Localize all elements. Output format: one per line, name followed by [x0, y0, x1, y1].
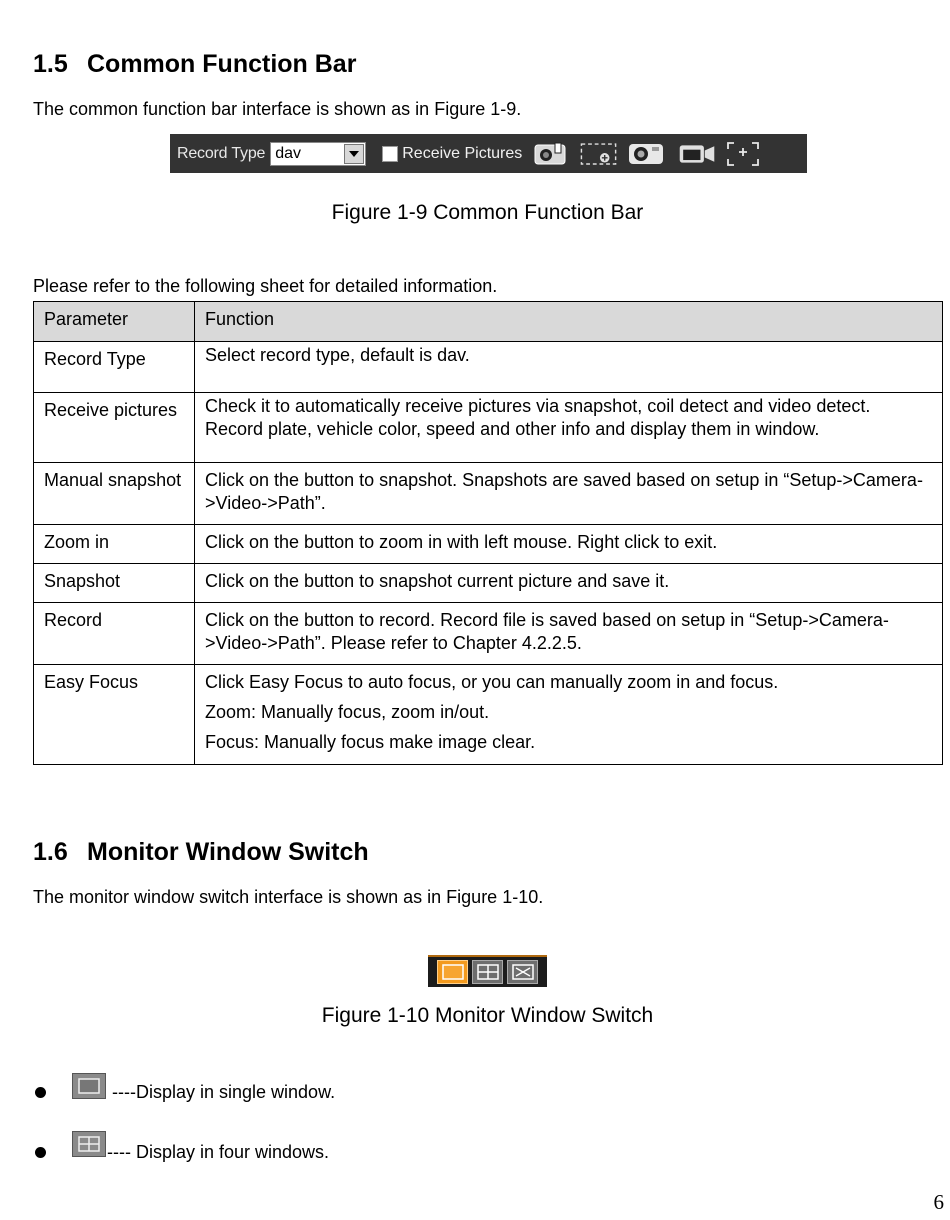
- monitor-window-switch-figure: [428, 955, 547, 987]
- bullet-text-four: ---- Display in four windows.: [107, 1142, 330, 1162]
- bullet-dot: [35, 1147, 46, 1158]
- section-heading-1-5: 1.5 Common Function Bar: [33, 50, 357, 78]
- param-cell: Record Type: [34, 342, 195, 393]
- manual-snapshot-button[interactable]: [532, 140, 570, 168]
- table-header-row: [34, 302, 943, 342]
- snapshot-button[interactable]: [628, 140, 666, 168]
- section-intro-1-6: The monitor window switch interface is shown as in Figure 1-10.: [33, 887, 544, 907]
- param-cell: Easy Focus: [34, 665, 195, 765]
- section-intro-1-5: The common function bar interface is shown as in Figure 1-9.: [33, 99, 522, 119]
- single-window-button[interactable]: [437, 960, 468, 984]
- easy-focus-button[interactable]: [724, 140, 762, 168]
- camera-icon: [628, 141, 666, 167]
- record-type-label: Record Type: [177, 144, 266, 162]
- param-cell: Snapshot: [34, 564, 195, 603]
- table-row: [34, 393, 943, 463]
- param-cell: Manual snapshot: [34, 463, 195, 525]
- page-number: 6: [933, 1190, 944, 1214]
- table-row: [34, 603, 943, 665]
- table-row: [34, 463, 943, 525]
- bullet-dot: [35, 1087, 46, 1098]
- header-function: Function: [195, 302, 943, 342]
- four-windows-icon: [476, 963, 500, 981]
- function-line: Zoom: Manually focus, zoom in/out.: [205, 702, 490, 722]
- function-line: Focus: Manually focus make image clear.: [205, 732, 536, 752]
- figure-caption-1-9: Figure 1-9 Common Function Bar: [331, 201, 644, 224]
- dropdown-button[interactable]: [344, 144, 364, 164]
- function-cell: Click on the button to snapshot. Snapshots are saved based on setup in “Setup->Camera->Video->Path”.: [195, 463, 943, 525]
- bullet-text-single: ----Display in single window.: [112, 1082, 336, 1102]
- function-cell: Select record type, default is dav.: [195, 342, 943, 393]
- figure-caption-1-10: Figure 1-10 Monitor Window Switch: [321, 1004, 654, 1027]
- fullscreen-button[interactable]: [507, 960, 538, 984]
- receive-pictures-checkbox[interactable]: [382, 146, 398, 162]
- focus-icon: [726, 141, 760, 167]
- parameter-table: [33, 301, 943, 765]
- four-windows-button[interactable]: [472, 960, 503, 984]
- table-row: [34, 665, 943, 765]
- receive-pictures-label: Receive Pictures: [402, 144, 523, 162]
- function-cell: Click on the button to zoom in with left mouse. Right click to exit.: [195, 525, 943, 564]
- record-type-select[interactable]: [270, 142, 366, 166]
- function-line: Click Easy Focus to auto focus, or you can manually zoom in and focus.: [205, 672, 779, 692]
- function-cell: Click on the button to snapshot current picture and save it.: [195, 564, 943, 603]
- function-cell: Click on the button to record. Record file is saved based on setup in “Setup->Camera->Video->Path”. Please refer to Chapter 4.2.2.5.: [195, 603, 943, 665]
- single-window-icon: [72, 1073, 106, 1099]
- function-cell: [195, 665, 943, 765]
- single-window-icon: [441, 963, 465, 981]
- table-row: [34, 342, 943, 393]
- video-camera-icon: [678, 141, 716, 167]
- refer-text: Please refer to the following sheet for detailed information.: [33, 276, 498, 296]
- single-window-icon: [76, 1077, 102, 1095]
- param-cell: Receive pictures: [34, 393, 195, 463]
- table-row: [34, 564, 943, 603]
- four-windows-icon: [72, 1131, 106, 1157]
- header-parameter: Parameter: [34, 302, 195, 342]
- record-type-value: dav: [275, 144, 302, 162]
- table-row: [34, 525, 943, 564]
- param-cell: Record: [34, 603, 195, 665]
- fullscreen-icon: [511, 963, 535, 981]
- four-windows-icon: [76, 1135, 102, 1153]
- zoom-in-icon: [580, 141, 618, 167]
- chevron-down-icon: [349, 151, 359, 157]
- record-button[interactable]: [678, 140, 716, 168]
- zoom-in-button[interactable]: [580, 140, 618, 168]
- param-cell: Zoom in: [34, 525, 195, 564]
- section-heading-1-6: 1.6 Monitor Window Switch: [33, 838, 369, 866]
- common-function-bar-figure: [170, 134, 807, 173]
- manual-snapshot-icon: [533, 141, 569, 167]
- function-cell: Check it to automatically receive pictures via snapshot, coil detect and video detect. Record plate, vehicle color, speed and other info and display them in window.: [195, 393, 943, 463]
